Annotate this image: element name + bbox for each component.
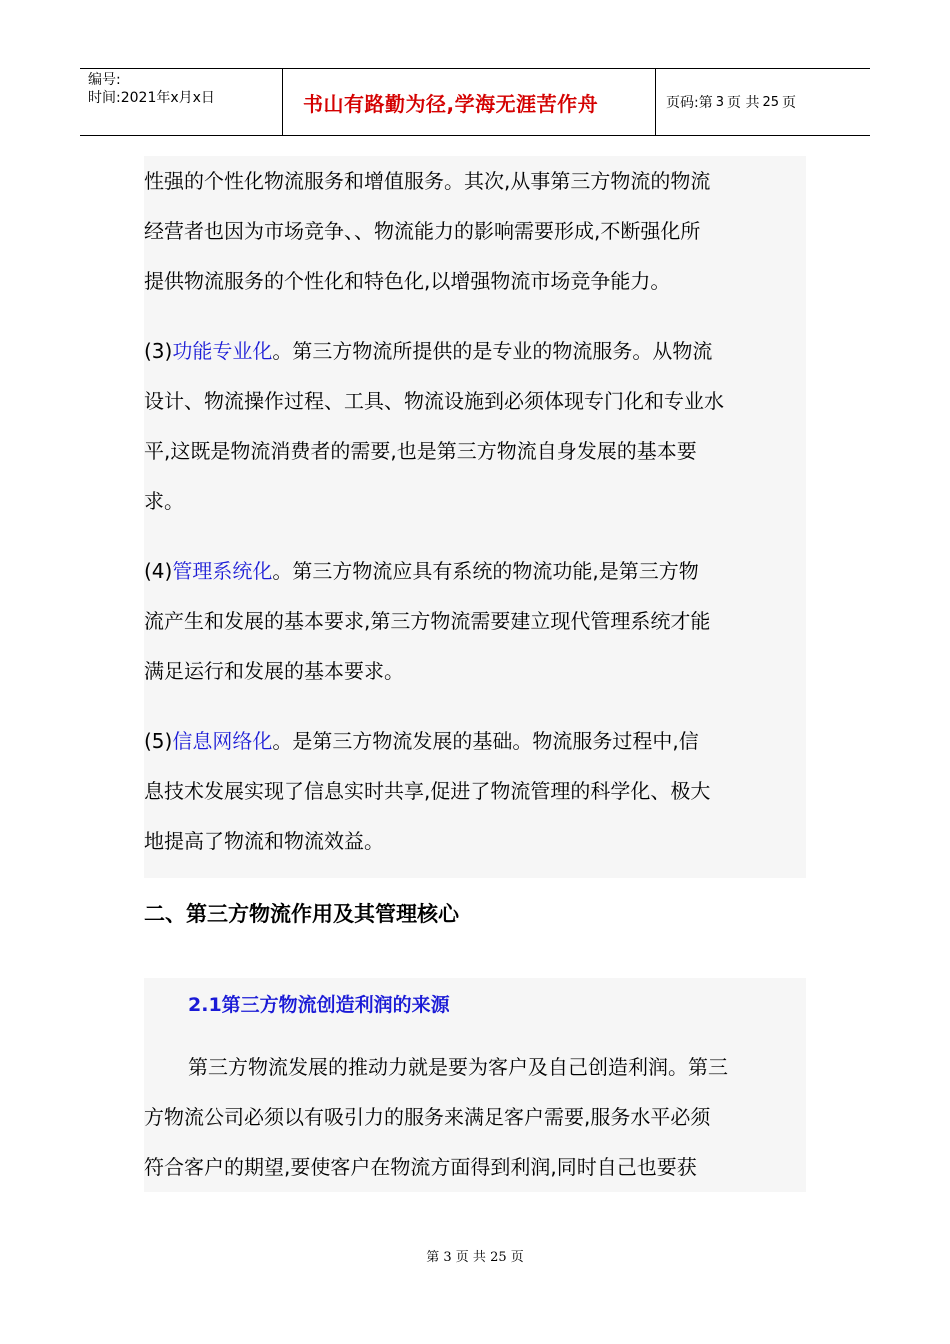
item-3-title: 功能专业化 [172, 339, 273, 363]
header-page-prefix: 页码:第 [666, 95, 713, 111]
block-end [144, 866, 806, 878]
footer-total: 25 [490, 1250, 507, 1265]
paragraph-gap [144, 696, 806, 716]
paragraph-gap [144, 306, 806, 326]
footer-middle: 页 共 [455, 1250, 486, 1265]
item-3-first-line [144, 326, 806, 376]
header-page-total: 25 [762, 94, 779, 110]
intro-line-1: 性强的个性化物流服务和增值服务。其次,从事第三方物流的物流 [144, 169, 711, 193]
item-4-first-text: 。第三方物流应具有系统的物流功能,是第三方物 [272, 559, 699, 583]
subsection-block [144, 978, 806, 1192]
intro-line-3: 提供物流服务的个性化和特色化,以增强物流市场竞争能力。 [144, 269, 671, 293]
item-5-first-line [144, 716, 806, 766]
header-meta [80, 69, 282, 135]
header-page-middle: 页 共 [727, 95, 760, 111]
subsection-heading: 2.1第三方物流创造利润的来源 [188, 994, 450, 1016]
item-4-line-3: 满足运行和发展的基本要求。 [144, 659, 404, 683]
item-5-line-2: 息技术发展实现了信息实时共享,促进了物流管理的科学化、极大 [144, 779, 711, 803]
footer-prefix: 第 [426, 1250, 440, 1265]
features-block [144, 156, 806, 878]
footer-current: 3 [443, 1250, 452, 1265]
intro-line-2: 经营者也因为市场竞争、、物流能力的影响需要形成,不断强化所 [144, 219, 701, 243]
document-number-label: 编号: [88, 72, 121, 88]
body-line-1: 第三方物流发展的推动力就是要为客户及自己创造利润。第三 [188, 1055, 728, 1079]
item-4-first-line [144, 546, 806, 596]
paragraph-gap [144, 526, 806, 546]
header-page-suffix: 页 [782, 95, 796, 111]
item-4-number: (4) [144, 559, 173, 583]
item-5-title: 信息网络化 [172, 729, 273, 753]
item-4-line-2: 流产生和发展的基本要求,第三方物流需要建立现代管理系统才能 [144, 609, 711, 633]
body-line-3: 符合客户的期望,要使客户在物流方面得到利润,同时自己也要获 [144, 1155, 697, 1179]
document-time-label: 时间:2021年x月x日 [88, 90, 215, 106]
footer-suffix: 页 [510, 1250, 524, 1265]
section-heading: 二、第三方物流作用及其管理核心 [144, 878, 806, 978]
document-body [144, 156, 806, 1192]
header-page-current: 3 [715, 94, 724, 110]
page-footer [0, 1246, 950, 1265]
item-3-first-text: 。第三方物流所提供的是专业的物流服务。从物流 [272, 339, 713, 363]
item-5-first-text: 。是第三方物流发展的基础。物流服务过程中,信 [272, 729, 699, 753]
item-3-line-4: 求。 [144, 489, 184, 513]
item-3-number: (3) [144, 339, 173, 363]
document-header [80, 68, 870, 136]
item-5-number: (5) [144, 729, 173, 753]
header-page-indicator [656, 69, 870, 135]
item-4-title: 管理系统化 [172, 559, 273, 583]
item-3-line-2: 设计、物流操作过程、工具、物流设施到必须体现专门化和专业水 [144, 389, 724, 413]
header-motto: 书山有路勤为径,学海无涯苦作舟 [282, 69, 656, 135]
item-3-line-3: 平,这既是物流消费者的需要,也是第三方物流自身发展的基本要 [144, 439, 697, 463]
body-line-2: 方物流公司必须以有吸引力的服务来满足客户需要,服务水平必须 [144, 1105, 711, 1129]
item-5-line-3: 地提高了物流和物流效益。 [144, 829, 384, 853]
